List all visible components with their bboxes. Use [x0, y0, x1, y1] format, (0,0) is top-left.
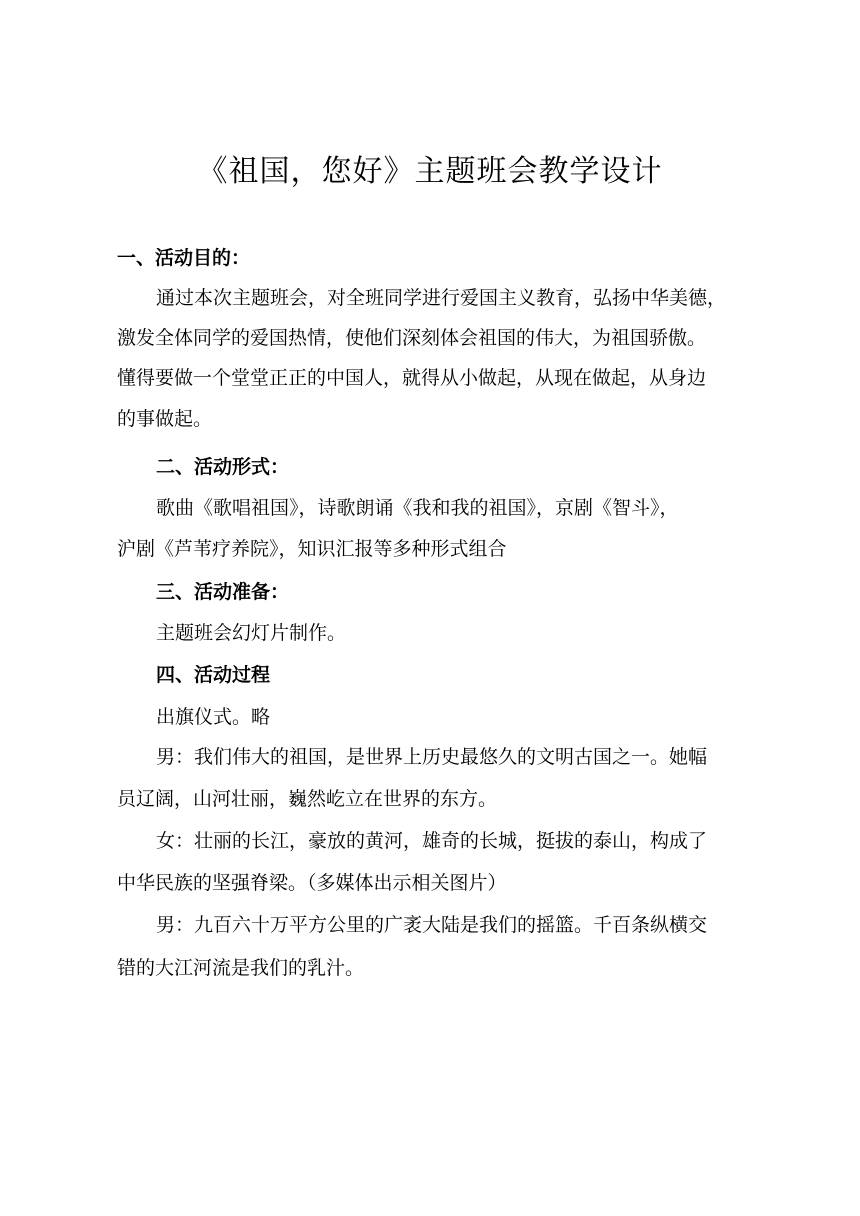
- paragraph-line: 主题班会幻灯片制作。: [156, 622, 347, 644]
- paragraph-line: 男：九百六十万平方公里的广袤大陆是我们的摇篮。千百条纵横交: [156, 914, 708, 936]
- section-heading-process: 四、活动过程: [156, 664, 271, 686]
- document-title: 《祖国，您好》主题班会教学设计: [197, 154, 663, 189]
- paragraph-line: 中华民族的坚强脊梁。（多媒体出示相关图片）: [117, 872, 507, 894]
- paragraph-line: 歌曲《歌唱祖国》，诗歌朗诵《我和我的祖国》，京剧《智斗》，: [156, 497, 679, 519]
- section-heading-preparation: 三、活动准备：: [156, 581, 290, 603]
- section-heading-purpose: 一、活动目的：: [117, 247, 251, 269]
- paragraph-line: 通过本次主题班会，对全班同学进行爱国主义教育，弘扬中华美德，: [156, 287, 727, 309]
- paragraph-line: 员辽阔，山河壮丽，巍然屹立在世界的东方。: [117, 788, 498, 810]
- paragraph-line: 女：壮丽的长江，豪放的黄河，雄奇的长城，挺拔的泰山，构成了: [156, 830, 708, 852]
- paragraph-line: 错的大江河流是我们的乳汁。: [117, 957, 365, 979]
- paragraph-line: 男：我们伟大的祖国，是世界上历史最悠久的文明古国之一。她幅: [156, 746, 708, 768]
- paragraph-line: 的事做起。: [117, 408, 213, 430]
- section-heading-format: 二、活动形式：: [156, 456, 290, 478]
- paragraph-line: 激发全体同学的爱国热情，使他们深刻体会祖国的伟大，为祖国骄傲。: [117, 327, 707, 349]
- paragraph-line: 懂得要做一个堂堂正正的中国人，就得从小做起，从现在做起，从身边: [117, 367, 707, 389]
- paragraph-line: 沪剧《芦苇疗养院》，知识汇报等多种形式组合: [117, 538, 507, 560]
- paragraph-line: 出旗仪式。略: [156, 706, 271, 728]
